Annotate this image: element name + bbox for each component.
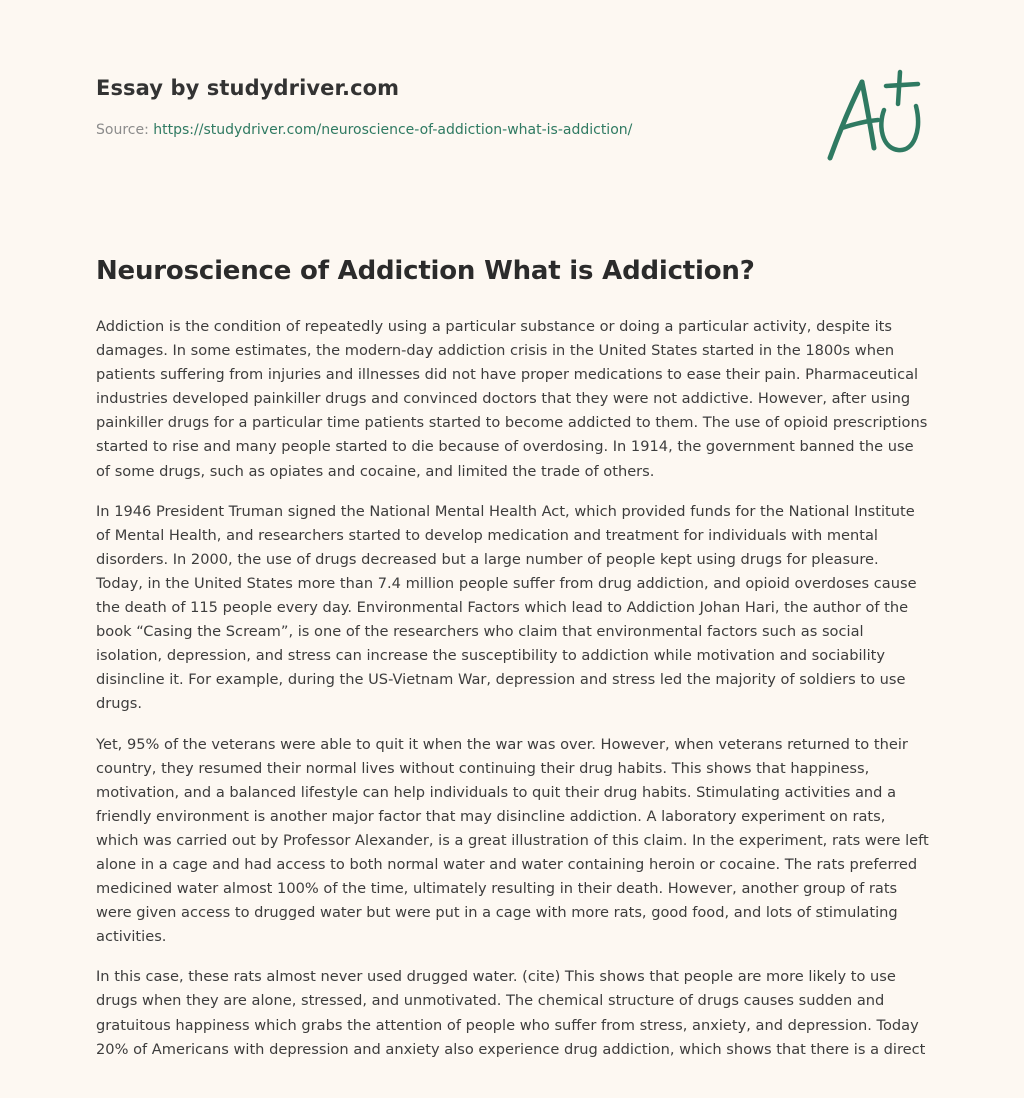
essay-title: Neuroscience of Addiction What is Addiction? (96, 256, 755, 286)
paragraph: In this case, these rats almost never used drugged water. (cite) This shows that people are more likely to use drugs when they are alone, stressed, and unmotivated. The chemical structure of drugs causes sudden and gratuitous happiness which grabs the attention of people who suffer from stress, anxiety, and depression. Today 20% of Americans with depression and anxiety also experience drug addiction, which shows that there is a direct (96, 968, 926, 1058)
paragraph: In 1946 President Truman signed the National Mental Health Act, which provided funds for the National Institute of Mental Health, and researchers started to develop medication and treatment for individuals with mental disorders. In 2000, the use of drugs decreased but a large number of people kept using drugs for pleasure. Today, in the United States more than 7.4 million people suffer from drug addiction, and opioid overdoses cause the death of 115 people every day. Environmental Factors which lead to Addiction Johan Hari, the author of the book “Casing the Scream”, is one of the researchers who claim that environmental factors such as social isolation, depression, and stress can increase the susceptibility to addiction while motivation and sociability disincline it. For example, during the US-Vietnam War, depression and stress led the majority of soldiers to use drugs. (96, 502, 917, 713)
brand-title: Essay by studydriver.com (96, 76, 400, 100)
source-line (96, 122, 796, 138)
paragraph: Addiction is the condition of repeatedly using a particular substance or doing a particular activity, despite its damages. In some estimates, the modern-day addiction crisis in the United States started in the 1800s when patients suffering from injuries and illnesses did not have proper medications to ease their pain. Pharmaceutical industries developed painkiller drugs and convinced doctors that they were not addictive. However, after using painkiller drugs for a particular time patients started to become addicted to them. The use of opioid prescriptions started to rise and many people started to die because of overdosing. In 1914, the government banned the use of some drugs, such as opiates and cocaine, and limited the trade of others. (96, 318, 928, 480)
source-label: Source: (96, 122, 149, 138)
paragraph: Yet, 95% of the veterans were able to quit it when the war was over. However, when veterans returned to their country, they resumed their normal lives without continuing their drug habits. This shows that happiness, motivation, and a balanced lifestyle can help individuals to quit their drug habits. Stimulating activities and a friendly environment is another major factor that may disincline addiction. A laboratory experiment on rats, which was carried out by Professor Alexander, is a great illustration of this claim. In the experiment, rats were left alone in a cage and had access to both normal water and water containing heroin or cocaine. The rats preferred medicined water almost 100% of the time, ultimately resulting in their death. However, another group of rats were given access to drugged water but were put in a cage with more rats, good food, and lots of stimulating activities. (96, 735, 929, 946)
a-plus-grade-icon (822, 66, 926, 164)
essay-header (96, 76, 796, 138)
source-link[interactable]: https://studydriver.com/neuroscience-of-addiction-what-is-addiction/ (153, 122, 633, 138)
essay-body (96, 315, 930, 1078)
